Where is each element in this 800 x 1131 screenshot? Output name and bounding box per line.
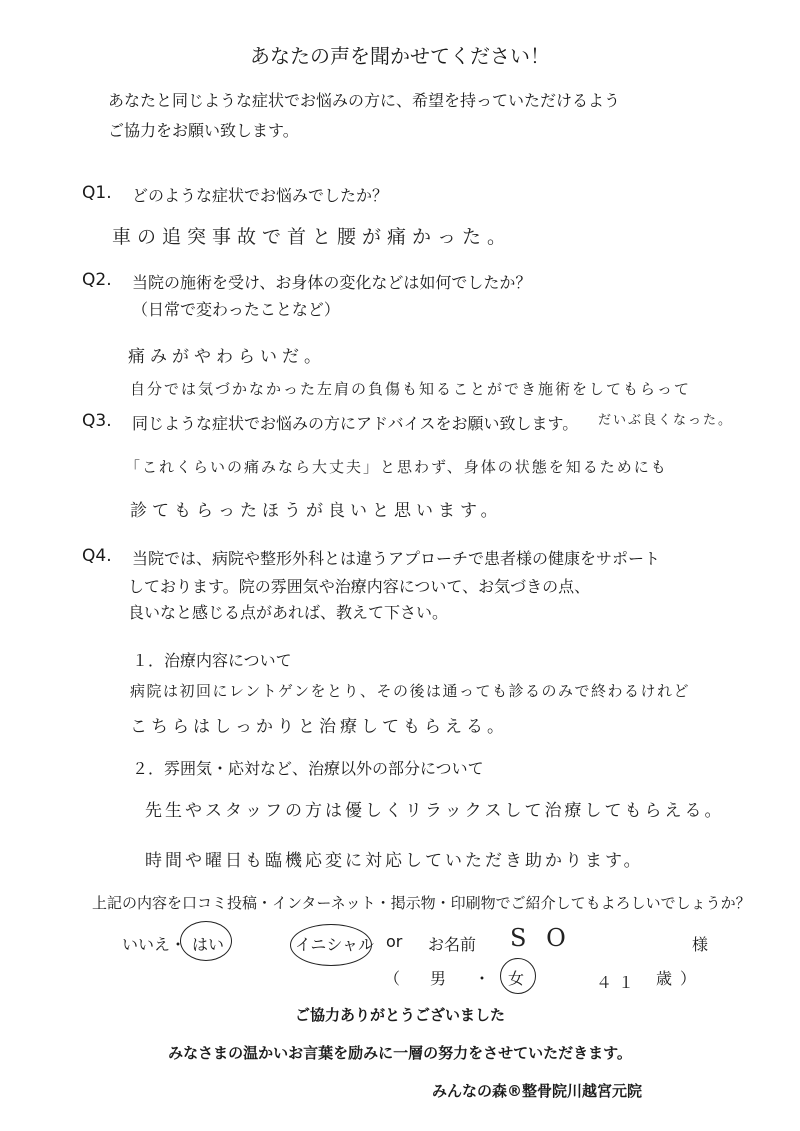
age-unit: 歳 [656,969,673,988]
consent-initial-circle [290,924,375,966]
q2-label: Q2. [82,270,112,290]
q4-question-line-1: 当院では、病院や整形外科とは違うアプローチで患者様の健康をサポート [132,549,661,568]
consent-question: 上記の内容を口コミ投稿・インターネット・掲示物・印刷物でご紹介してもよろしいでしょうか？ [92,894,751,912]
q2-answer-1: 痛みがやわらいだ。 [128,347,326,367]
gender-paren-open: （ [384,969,401,988]
gender-male: 男 [430,969,447,988]
q4-sub1-answer-2: こちらはしっかりと治療してもらえる。 [130,717,508,737]
q4-sub2-label: ２．雰囲気・応対など、治療以外の部分について [132,759,484,778]
q1-label: Q1. [82,183,112,203]
page-title: あなたの声を聞かせてください！ [250,44,550,68]
q4-sub1-answer-1: 病院は初回にレントゲンをとり、その後は通っても診るのみで終わるけれど [130,682,691,700]
q3-answer-2: 診てもらったほうが良いと思います。 [130,501,503,521]
consent-yes-circle [180,921,232,961]
intro-line-1: あなたと同じような症状でお悩みの方に、希望を持っていただけるよう [108,91,621,110]
gender-female-circle [500,958,536,994]
q4-sub2-answer-1: 先生やスタッフの方は優しくリラックスして治療してもらえる。 [145,801,725,821]
clinic-name: みんなの森®整骨院川越宮元院 [432,1082,643,1100]
gender-paren-close: ） [680,969,697,988]
q2-question: 当院の施術を受け、お身体の変化などは如何でしたか？ [132,273,532,292]
q3-question: 同じような症状でお悩みの方にアドバイスをお願い致します。 [132,414,579,433]
age-value: ４１ [596,973,641,992]
consent-sama: 様 [692,935,709,954]
gender-female: 女 [508,969,525,988]
q4-question-line-2: しております。院の雰囲気や治療内容について、お気づきの点、 [128,577,591,596]
q2-answer-2: 自分では気づかなかった左肩の負傷も知ることができ施術をしてもらって [130,380,692,398]
consent-separator: ・ [170,935,187,954]
consent-name-value: S O [510,924,572,952]
q1-answer: 車の追突事故で首と腰が痛かった。 [112,226,513,248]
q4-label: Q4. [82,546,112,566]
closing-message: みなさまの温かいお言葉を励みに一層の努力をさせていただきます。 [168,1044,632,1062]
q2-question-sub: （日常で変わったことなど） [132,300,340,319]
consent-no: いいえ [122,935,171,954]
q4-sub1-label: １．治療内容について [132,651,292,670]
q3-answer-1: 「これくらいの痛みなら大丈夫」と思わず、身体の状態を知るためにも [125,458,668,476]
q3-label: Q3. [82,411,112,431]
consent-name-label: お名前 [428,935,477,954]
consent-yes: はい [192,935,225,954]
q2-answer-3: だいぶ良くなった。 [598,413,734,428]
consent-or: or [386,932,403,951]
q4-sub2-answer-2: 時間や曜日も臨機応変に対応していただき助かります。 [145,851,644,871]
consent-initial: イニシャル [295,935,375,954]
intro-line-2: ご協力をお願い致します。 [108,121,299,140]
q4-question-line-3: 良いなと感じる点があれば、教えて下さい。 [128,603,449,622]
gender-separator: ・ [474,969,491,988]
q1-question: どのような症状でお悩みでしたか？ [132,186,389,205]
closing-thanks: ご協力ありがとうございました [294,1006,505,1024]
